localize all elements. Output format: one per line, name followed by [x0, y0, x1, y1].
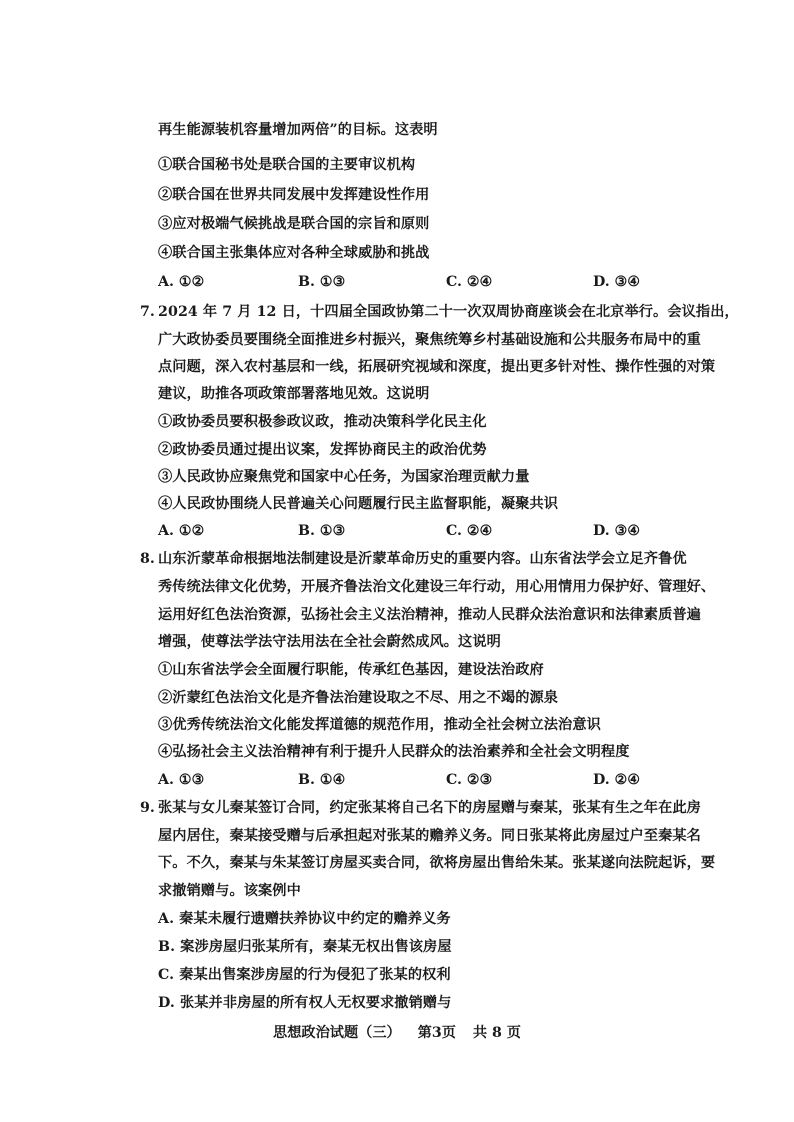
q7-item: ①政协委员要积极参政议政，推动决策科学化民主化 [158, 414, 487, 430]
q9-choice-a: A. 秦某未履行遗赠扶养协议中约定的赡养义务 [158, 911, 451, 927]
q8-choice-c: C. ②③ [446, 772, 493, 788]
q7-choice-d: D. ③④ [593, 523, 641, 539]
q9-stem-line: 屋内居住，秦某接受赠与后承担起对张某的赡养义务。同日张某将此房屋过户至秦某名 [158, 828, 701, 844]
q6-choice-a: A. ①② [158, 274, 205, 290]
q8-item: ①山东省法学会全面履行职能，传承红色基因，建设法治政府 [158, 662, 544, 678]
q8-item: ④弘扬社会主义法治精神有利于提升人民群众的法治素养和全社会文明程度 [158, 744, 630, 760]
q8-item: ③优秀传统法治文化能发挥道德的规范作用，推动全社会树立法治意识 [158, 717, 601, 733]
q9-stem-line: 下。不久，秦某与朱某签订房屋买卖合同，欲将房屋出售给朱某。张某遂向法院起诉，要 [158, 855, 716, 871]
q7-stem-line: 建议，助推各项政策部署落地见效。这说明 [158, 386, 430, 402]
q7-choice-c: C. ②④ [446, 523, 493, 539]
footer-page-number: 第3页 [417, 1025, 456, 1041]
q7-choice-b: B. ①③ [298, 523, 346, 539]
q9-choice-b: B. 案涉房屋归张某所有，秦某无权出售该房屋 [158, 939, 452, 955]
q8-stem-line: 山东沂蒙革命根据地法制建设是沂蒙革命历史的重要内容。山东省法学会立足齐鲁优 [158, 551, 687, 567]
q6-stem-line: 再生能源装机容量增加两倍”的目标。这表明 [158, 122, 438, 138]
q7-item: ③人民政协应聚焦党和国家中心任务，为国家治理贡献力量 [158, 469, 530, 485]
q6-item: ③应对极端气候挑战是联合国的宗旨和原则 [158, 216, 430, 232]
q6-item: ①联合国秘书处是联合国的主要审议机构 [158, 157, 416, 173]
q6-choice-c: C. ②④ [446, 274, 493, 290]
q7-item: ②政协委员通过提出议案，发挥协商民主的政治优势 [158, 442, 487, 458]
q8-number: 8. [140, 551, 155, 567]
q8-stem-line: 秀传统法律文化优势，开展齐鲁法治文化建设三年行动，用心用情用力保护好、管理好、 [158, 579, 716, 595]
q9-choice-d: D. 张某并非房屋的所有权人无权要求撤销赠与 [158, 995, 452, 1011]
q7-choice-a: A. ①② [158, 523, 205, 539]
q7-number: 7. [140, 304, 155, 320]
page-footer [0, 1024, 794, 1042]
q9-number: 9. [140, 800, 155, 816]
q9-stem-line: 张某与女儿秦某签订合同，约定张某将自己名下的房屋赠与秦某，张某有生之年在此房 [158, 800, 701, 816]
q8-stem-line: 运用好红色法治资源，弘扬社会主义法治精神，推动人民群众法治意识和法律素质普遍 [158, 607, 701, 623]
q8-choice-b: B. ①④ [298, 772, 346, 788]
q6-choice-d: D. ③④ [593, 274, 641, 290]
q6-item: ④联合国主张集体应对各种全球威胁和挑战 [158, 245, 430, 261]
q9-choice-c: C. 秦某出售案涉房屋的行为侵犯了张某的权利 [158, 967, 451, 983]
footer-total-pages: 共 8 页 [472, 1025, 521, 1041]
q6-choice-b: B. ①③ [298, 274, 346, 290]
q8-item: ②沂蒙红色法治文化是齐鲁法治建设取之不尽、用之不竭的源泉 [158, 690, 559, 706]
q8-choice-a: A. ①③ [158, 772, 205, 788]
footer-title: 思想政治试题（三） [273, 1025, 401, 1041]
q8-stem-line: 增强，使尊法学法守法用法在全社会蔚然成风。这说明 [158, 634, 501, 650]
q7-item: ④人民政协围绕人民普遍关心问题履行民主监督职能，凝聚共识 [158, 496, 559, 512]
q7-stem-line: 2024 年 7 月 12 日，十四届全国政协第二十一次双周协商座谈会在北京举行。会议指出， [158, 304, 739, 320]
q6-item: ②联合国在世界共同发展中发挥建设性作用 [158, 187, 430, 203]
q8-choice-d: D. ②④ [593, 772, 641, 788]
q9-stem-line: 求撤销赠与。该案例中 [158, 883, 301, 899]
q7-stem-line: 点问题，深入农村基层和一线，拓展研究视域和深度，提出更多针对性、操作性强的对策 [158, 359, 716, 375]
q7-stem-line: 广大政协委员要围绕全面推进乡村振兴，聚焦统筹乡村基础设施和公共服务布局中的重 [158, 332, 701, 348]
